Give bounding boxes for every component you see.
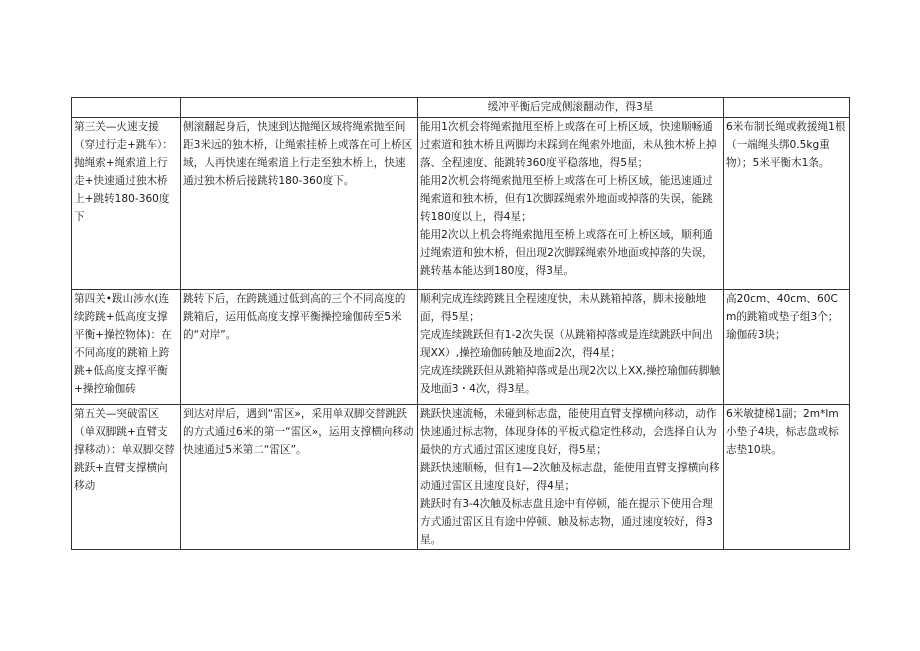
cell-stage (72, 98, 181, 118)
table-row (72, 405, 850, 550)
cell-equipment: 6米敏捷梯1副；2m*lm小垫子4块，标志盘或标志垫10块。 (724, 405, 850, 550)
cell-procedure: 侧滚翻起身后，快速到达抛绳区域将绳索抛至间距3米远的独木桥，让绳索挂桥上或落在可上桥区域，人再快速在绳索道上行走至独木桥上，快速通过独木桥后接跳转180-360度下。 (181, 118, 418, 290)
scoring-line: 跳跃快速顺畅，但有1—2次触及标志盘，能使用直臂支撑横向移动通过雷区且速度良好，得4星； (420, 462, 720, 492)
cell-scoring (418, 98, 724, 118)
table-row (72, 290, 850, 405)
scoring-line: 能用2次以上机会将绳索抛甩至桥上或落在可上桥区域，顺利通过绳索道和独木桥，但出现2次脚踩绳索外地面或掉落的失误，跳转基本能达到180度，得3星。 (420, 229, 713, 277)
cell-procedure: 跳转下后，在跨跳通过低到高的三个不同高度的跳箱后，运用低高度支撑平衡操控瑜伽砖至5米的“对岸”。 (181, 290, 418, 405)
scoring-line: 跳跃时有3-4次触及标志盘且途中有停顿，能在提示下使用合理方式通过雷区且有途中停顿、触及标志物，通过速度较好，得3星。 (420, 498, 713, 546)
cell-stage: 第三关—火速支援（穿过行走+跳车）：抛绳索+绳索道上行走+快速通过独木桥上+跳转180-360度下 (72, 118, 181, 290)
scoring-line: 顺利完成连续跨跳且全程速度快，未从跳箱掉落，脚未接触地面，得5星； (420, 293, 707, 323)
activity-table (71, 97, 850, 550)
table-row (72, 118, 850, 290)
scoring-line: 能用2次机会将绳索抛甩至桥上或落在可上桥区域，能迅速通过绳索道和独木桥，但有1次脚踩绳索外地面或掉落的失误，能跳转180度以上，得4星； (420, 175, 713, 223)
cell-stage: 第四关•跋山涉水(连续跨跳+低高度支撑平衡+操控物体)：在不同高度的跳箱上跨跳+低高度支撑平衡+操控瑜伽砖 (72, 290, 181, 405)
cell-scoring (418, 118, 724, 290)
scoring-line: 完成连续跳跃但从跳箱掉落或是出现2次以上XX,操控瑜伽砖脚触及地面3・4次，得3星。 (420, 365, 721, 395)
cell-scoring (418, 290, 724, 405)
scoring-line: 能用1次机会将绳索抛甩至桥上或落在可上桥区域，快速顺畅通过索道和独木桥且两脚均未踩到在绳索外地面，未从独木桥上掉落、全程速度、能跳转360度平稳落地，得5星； (420, 121, 717, 169)
scoring-line: 缓冲平衡后完成侧滚翻动作，得3星 (487, 101, 654, 113)
cell-equipment: 6米布制长绳或救援绳1根（一端绳头绑0.5kg重物）；5米平衡木1条。 (724, 118, 850, 290)
cell-scoring (418, 405, 724, 550)
cell-procedure: 到达对岸后，遇到“雷区»，采用单双脚交替跳跃的方式通过6米的第一“雷区»，运用支撑横向移动快速通过5米第二“雷区”。 (181, 405, 418, 550)
cell-equipment (724, 98, 850, 118)
cell-procedure (181, 98, 418, 118)
scoring-line: 跳跃快速流畅，未碰到标志盘，能使用直臂支撑横向移动，动作快速通过标志物，体现身体的平板式稳定性移动，会选择自认为最快的方式通过雷区速度良好，得5星； (420, 408, 717, 456)
cell-equipment: 高20cm、40cm、60Cm的跳箱或垫子组3个；瑜伽砖3块； (724, 290, 850, 405)
scoring-line: 完成连续跳跃但有1-2次失误（从跳箱掉落或是连续跳跃中间出现XX）,操控瑜伽砖触及地面2次，得4星； (420, 329, 713, 359)
cell-stage: 第五关—突破雷区（单双脚跳+直臂支撑移动）：单双脚交替跳跃+直臂支撑横向移动 (72, 405, 181, 550)
table-row (72, 98, 850, 118)
